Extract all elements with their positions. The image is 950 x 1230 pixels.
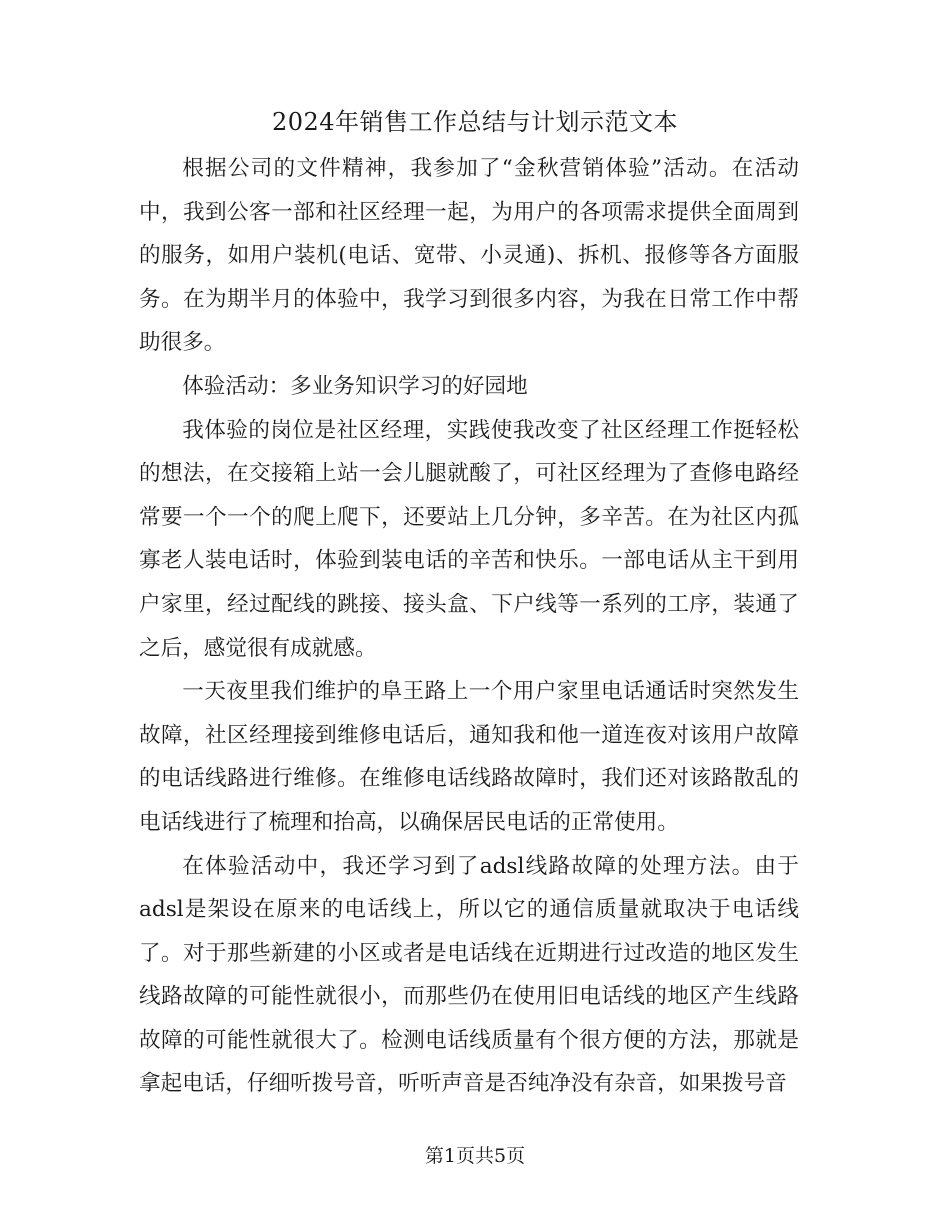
paragraph-adsl: 在体验活动中，我还学习到了adsl线路故障的处理方法。由于adsl是架设在原来的电话线上，所以它的通信质量就取决于电话线了。对于那些新建的小区或者是电话线在近期进行过改造的地区发生线路故障的可能性就很小，而那些仍在使用旧电话线的地区产生线路故障的可能性就很大了。检测电话线质量有个很方便的方法，那就是拿起电话，仔细听拨号音，听听声音是否纯净没有杂音，如果拨号音 [139,853,799,1097]
paragraph-intro: 根据公司的文件精神，我参加了“金秋营销体验”活动。在活动中，我到公客一部和社区经理一起，为用户的各项需求提供全面周到的服务，如用户装机(电话、宽带、小灵通)、拆机、报修等各方面服务。在为期半月的体验中，我学习到很多内容，为我在日常工作中帮助很多。 [139,156,799,356]
paragraph-night-repair: 一天夜里我们维护的阜王路上一个用户家里电话通话时突然发生故障，社区经理接到维修电话后，通知我和他一道连夜对该用户故障的电话线路进行维修。在维修电话线路故障时，我们还对该路散乱的电话线进行了梳理和抬高，以确保居民电话的正常使用。 [139,679,799,835]
page-number: 第1页共5页 [424,1145,526,1167]
section-heading: 体验活动：多业务知识学习的好园地 [182,373,528,399]
document-title: 2024年销售工作总结与计划示范文本 [271,108,679,136]
document-body [139,147,799,1106]
paragraph-community-manager: 我体验的岗位是社区经理，实践使我改变了社区经理工作挺轻松的想法，在交接箱上站一会儿腿就酸了，可社区经理为了查修电路经常要一个一个的爬上爬下，还要站上几分钟，多辛苦。在为社区内孤寡老人装电话时，体验到装电话的辛苦和快乐。一部电话从主干到用户家里，经过配线的跳接、接头盒、下户线等一系列的工序，装通了之后，感觉很有成就感。 [139,417,799,661]
